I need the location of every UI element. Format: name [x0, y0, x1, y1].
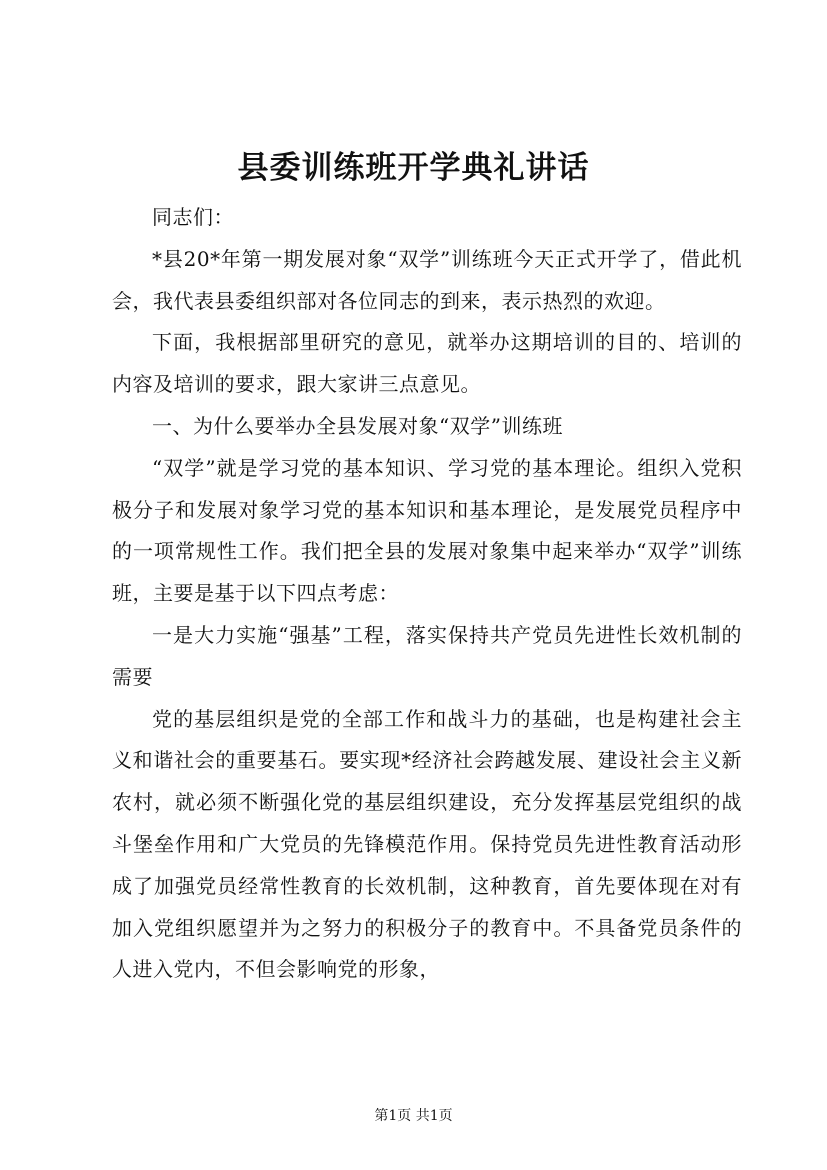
document-title: 县委训练班开学典礼讲话: [237, 150, 590, 186]
page-footer: 第1页 共1页: [374, 1108, 453, 1124]
document-body: [112, 197, 742, 991]
paragraph-shuangxue: “双学”就是学习党的基本知识、学习党的基本理论。组织入党积极分子和发展对象学习党的基本知识和基本理论，是发展党员程序中的一项常规性工作。我们把全县的发展对象集中起来举办“双学”训练班，主要是基于以下四点考虑：: [112, 455, 742, 606]
paragraph-grassroots: 党的基层组织是党的全部工作和战斗力的基础，也是构建社会主义和谐社会的重要基石。要实现*经济社会跨越发展、建设社会主义新农村，就必须不断强化党的基层组织建设，充分发挥基层党组织的战斗堡垒作用和广大党员的先锋模范作用。保持党员先进性教育活动形成了加强党员经常性教育的长效机制，这种教育，首先要体现在对有加入党组织愿望并为之努力的积极分子的教育中。不具备党员条件的人进入党内，不但会影响党的形象，: [112, 706, 742, 982]
point-heading-1: 一是大力实施“强基”工程，落实保持共产党员先进性长效机制的需要: [112, 622, 742, 689]
paragraph-welcome: *县20*年第一期发展对象“双学”训练班今天正式开学了，借此机会，我代表县委组织部对各位同志的到来，表示热烈的欢迎。: [112, 246, 742, 313]
section-heading-1: 一、为什么要举办全县发展对象“双学”训练班: [152, 413, 563, 438]
paragraph-greeting: 同志们：: [152, 205, 234, 229]
paragraph-intro: 下面，我根据部里研究的意见，就举办这期培训的目的、培训的内容及培训的要求，跟大家讲三点意见。: [112, 330, 742, 397]
